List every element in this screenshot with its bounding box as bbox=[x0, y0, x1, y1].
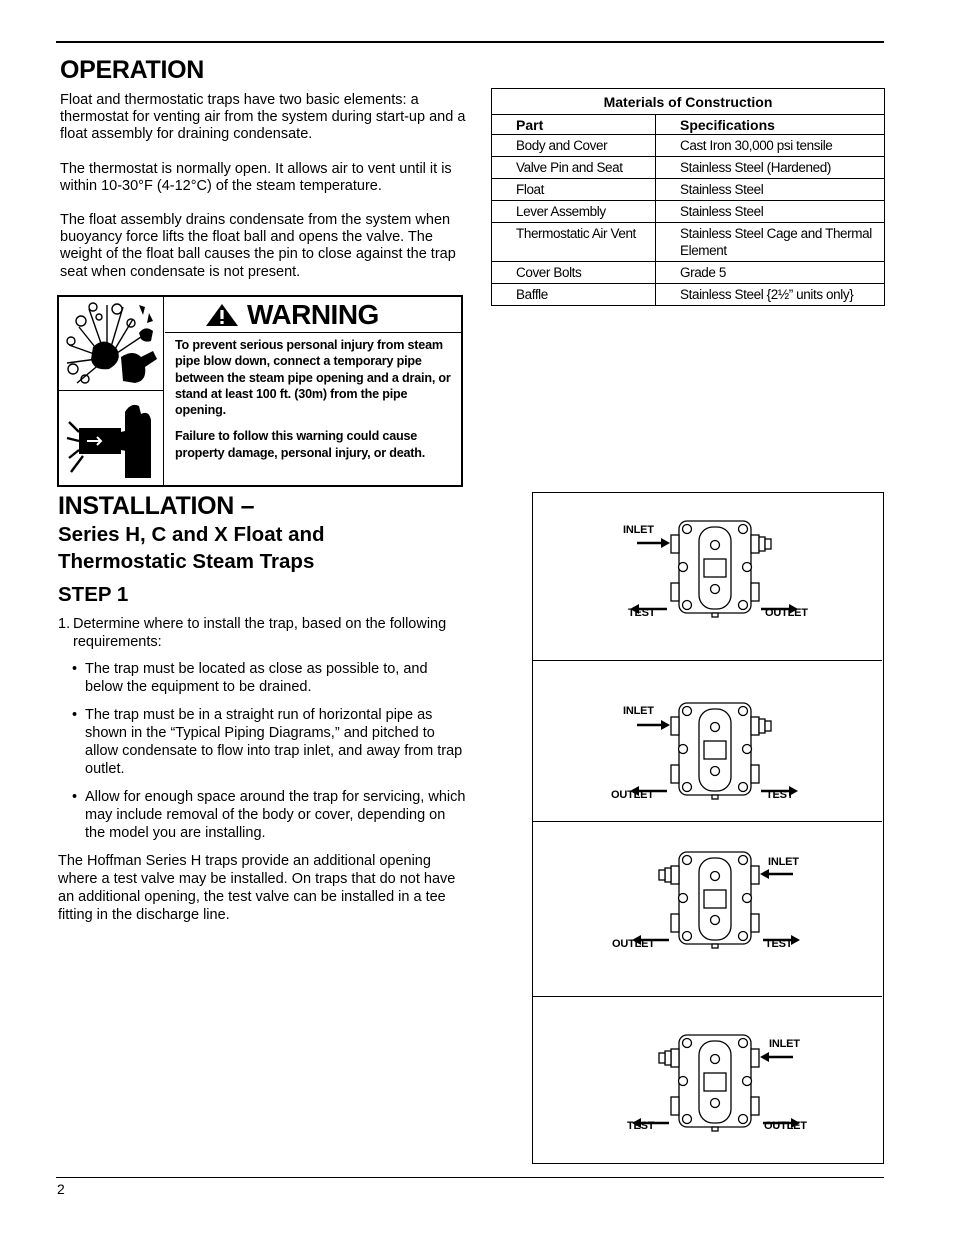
table-row bbox=[492, 157, 885, 179]
part-cell: Cover Bolts bbox=[492, 262, 656, 284]
materials-caption: Materials of Construction bbox=[492, 89, 885, 115]
spec-cell: Stainless Steel {2½” units only} bbox=[656, 284, 885, 306]
table-row bbox=[492, 262, 885, 284]
step-heading: STEP 1 bbox=[58, 583, 129, 606]
piping-diagram-3 bbox=[533, 822, 882, 997]
table-row bbox=[492, 284, 885, 306]
item-text: Determine where to install the trap, based on the following requirements: bbox=[73, 616, 447, 650]
bullet-text: The trap must be located as close as possible to, and below the equipment to be drained. bbox=[85, 661, 428, 695]
steam-trap-drawing bbox=[533, 661, 882, 831]
installation-note: The Hoffman Series H traps provide an additional opening where a test valve may be installed. On traps that do not have an additional opening, the test valve can be installed in a tee fitting in the discharge line. bbox=[58, 853, 456, 923]
inlet-label: INLET bbox=[768, 856, 799, 868]
spec-cell: Stainless Steel bbox=[656, 179, 885, 201]
spec-cell: Grade 5 bbox=[656, 262, 885, 284]
steam-trap-drawing bbox=[533, 493, 882, 663]
bottom-rule bbox=[56, 1177, 884, 1178]
port-label-right: TEST bbox=[765, 938, 793, 950]
warning-paragraph: To prevent serious personal injury from steam pipe blow down, connect a temporary pipe between the steam pipe opening and a drain, or stand at least 100 ft. (30m) from the pipe opening. bbox=[175, 338, 451, 418]
warning-triangle-icon bbox=[205, 303, 239, 327]
steam-burst-icon bbox=[59, 297, 163, 391]
warning-box bbox=[57, 295, 463, 487]
part-cell: Lever Assembly bbox=[492, 201, 656, 223]
operation-paragraph: The float assembly drains condensate from the system when buoyancy force lifts the float ball and opens the valve. The weight of the float ball causes the pin to close against the trap seat when condensate is not present. bbox=[60, 212, 456, 280]
materials-table bbox=[491, 88, 885, 306]
port-label-right: OUTLET bbox=[765, 607, 808, 619]
piping-diagram-2 bbox=[533, 661, 882, 822]
part-cell: Float bbox=[492, 179, 656, 201]
list-item: • Allow for enough space around the trap for servicing, which may include removal of the body or cover, depending on the model you are installing. bbox=[72, 788, 468, 842]
piping-diagram-1 bbox=[533, 493, 882, 661]
steam-trap-drawing bbox=[533, 997, 882, 1167]
operation-paragraph: The thermostat is normally open. It allows air to vent until it is within 10-30°F (4-12°C) of the steam temperature. bbox=[60, 160, 452, 194]
spec-cell: Stainless Steel (Hardened) bbox=[656, 157, 885, 179]
inlet-label: INLET bbox=[623, 705, 654, 717]
warning-paragraph: Failure to follow this warning could cause property damage, personal injury, or death. bbox=[175, 429, 426, 460]
port-label-left: TEST bbox=[627, 1120, 655, 1132]
spec-cell: Cast Iron 30,000 psi tensile bbox=[656, 135, 885, 157]
spec-cell: Stainless Steel Cage and Thermal Element bbox=[656, 223, 885, 262]
warning-heading: WARNING bbox=[247, 298, 379, 330]
inlet-label: INLET bbox=[769, 1038, 800, 1050]
bullet-list bbox=[72, 660, 468, 842]
table-row bbox=[492, 201, 885, 223]
operation-title: OPERATION bbox=[60, 56, 205, 84]
table-row bbox=[492, 135, 885, 157]
piping-diagrams bbox=[532, 492, 884, 1164]
item-number: 1. bbox=[58, 616, 71, 632]
port-label-right: OUTLET bbox=[764, 1120, 807, 1132]
materials-header-spec: Specifications bbox=[680, 116, 775, 133]
part-cell: Body and Cover bbox=[492, 135, 656, 157]
warning-icons bbox=[59, 297, 164, 485]
installation-text bbox=[58, 615, 468, 924]
installation-subtitle: Series H, C and X Float and Thermostatic Steam Traps bbox=[58, 523, 325, 573]
port-label-left: OUTLET bbox=[611, 789, 654, 801]
top-rule bbox=[56, 41, 884, 43]
numbered-item bbox=[58, 615, 468, 651]
operation-paragraph: Float and thermostatic traps have two basic elements: a thermostat for venting air from the system during start-up and a float assembly for draining condensate. bbox=[60, 92, 466, 143]
part-cell: Baffle bbox=[492, 284, 656, 306]
inlet-label: INLET bbox=[623, 524, 654, 536]
list-item: • The trap must be in a straight run of horizontal pipe as shown in the “Typical Piping Diagrams,” and pitched to allow condensate to flow into trap inlet, and away from trap outlet. bbox=[72, 706, 468, 778]
part-cell: Valve Pin and Seat bbox=[492, 157, 656, 179]
installation-title: INSTALLATION – bbox=[58, 492, 255, 520]
port-label-left: TEST bbox=[628, 607, 656, 619]
port-label-left: OUTLET bbox=[612, 938, 655, 950]
warning-text bbox=[175, 337, 459, 471]
spec-cell: Stainless Steel bbox=[656, 201, 885, 223]
materials-header-part: Part bbox=[492, 115, 656, 135]
table-row bbox=[492, 223, 885, 262]
bullet-text: Allow for enough space around the trap for servicing, which may include removal of the body or cover, depending on the model you are installing. bbox=[85, 789, 466, 841]
operation-text bbox=[60, 92, 470, 298]
list-item: • The trap must be located as close as possible to, and below the equipment to be drained. bbox=[72, 660, 468, 696]
bullet-text: The trap must be in a straight run of horizontal pipe as shown in the “Typical Piping Diagrams,” and pitched to allow condensate to flow into trap inlet, and away from trap outlet. bbox=[85, 707, 463, 777]
part-cell: Thermostatic Air Vent bbox=[492, 223, 656, 262]
steam-trap-drawing bbox=[533, 822, 882, 992]
warning-header bbox=[165, 297, 461, 333]
page-number: 2 bbox=[57, 1181, 65, 1197]
table-row bbox=[492, 179, 885, 201]
piping-diagram-4 bbox=[533, 997, 882, 1165]
port-label-right: TEST bbox=[766, 789, 794, 801]
pipe-impact-icon bbox=[59, 392, 163, 485]
